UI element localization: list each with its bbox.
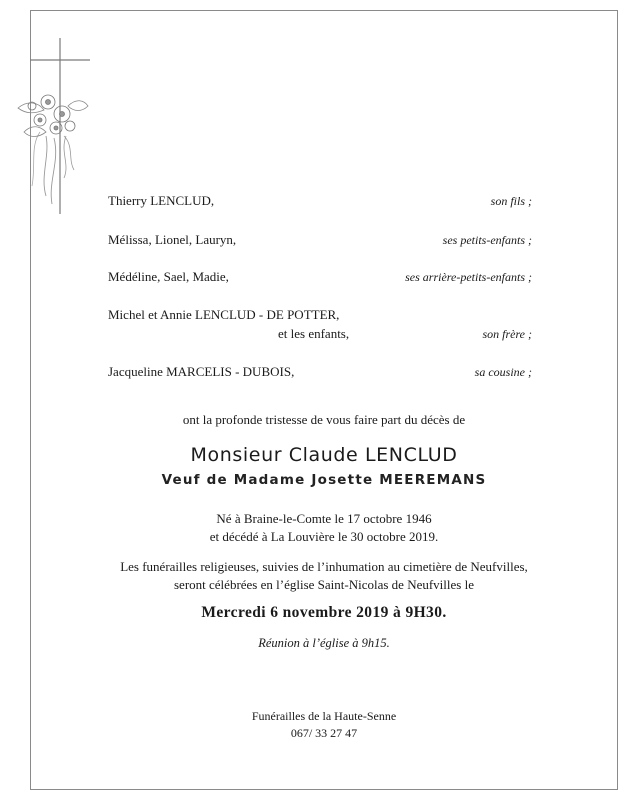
mourner-name: Michel et Annie LENCLUD - DE POTTER, <box>108 307 340 322</box>
funeral-line: seront célébrées en l’église Saint-Nicolas de Neufvilles le <box>174 577 474 592</box>
funeral-line: Les funérailles religieuses, suivies de l’inhumation au cimetière de Neufvilles, <box>120 559 528 574</box>
mourner-subline: et les enfants, <box>278 326 350 341</box>
announcement-intro: ont la profonde tristesse de vous faire part du décès de <box>182 412 466 427</box>
mourner-name: Jacqueline MARCELIS - DUBOIS, <box>108 364 295 379</box>
mourner-name: Mélissa, Lionel, Lauryn, <box>108 232 237 247</box>
death-line: et décédé à La Louvière le 30 octobre 2019. <box>209 529 439 544</box>
birth-death-dates <box>30 510 618 546</box>
funeral-datetime: Mercredi 6 novembre 2019 à 9H30. <box>201 604 447 621</box>
mourner-relation: son frère ; <box>482 327 532 341</box>
funeral-home-name: Funérailles de la Haute-Senne <box>251 709 397 723</box>
mourner-relation: ses petits-enfants ; <box>442 233 532 247</box>
funeral-info <box>30 558 618 594</box>
mourner-name: Médéline, Sael, Madie, <box>108 269 229 284</box>
birth-line: Né à Braine-le-Comte le 17 octobre 1946 <box>216 511 432 526</box>
mourner-relation: sa cousine ; <box>474 365 532 379</box>
mourner-relation: son fils ; <box>490 194 532 208</box>
mourner-relation: ses arrière-petits-enfants ; <box>405 270 532 284</box>
page-border <box>30 10 618 790</box>
deceased-name: Monsieur Claude LENCLUD <box>190 444 458 466</box>
mourner-name: Thierry LENCLUD, <box>108 193 215 208</box>
footer <box>30 708 618 742</box>
meeting-note: Réunion à l’église à 9h15. <box>258 636 390 650</box>
cross-with-flowers-icon <box>10 36 90 216</box>
funeral-home-phone: 067/ 33 27 47 <box>290 726 358 740</box>
widow-line: Veuf de Madame Josette MEEREMANS <box>161 472 487 488</box>
